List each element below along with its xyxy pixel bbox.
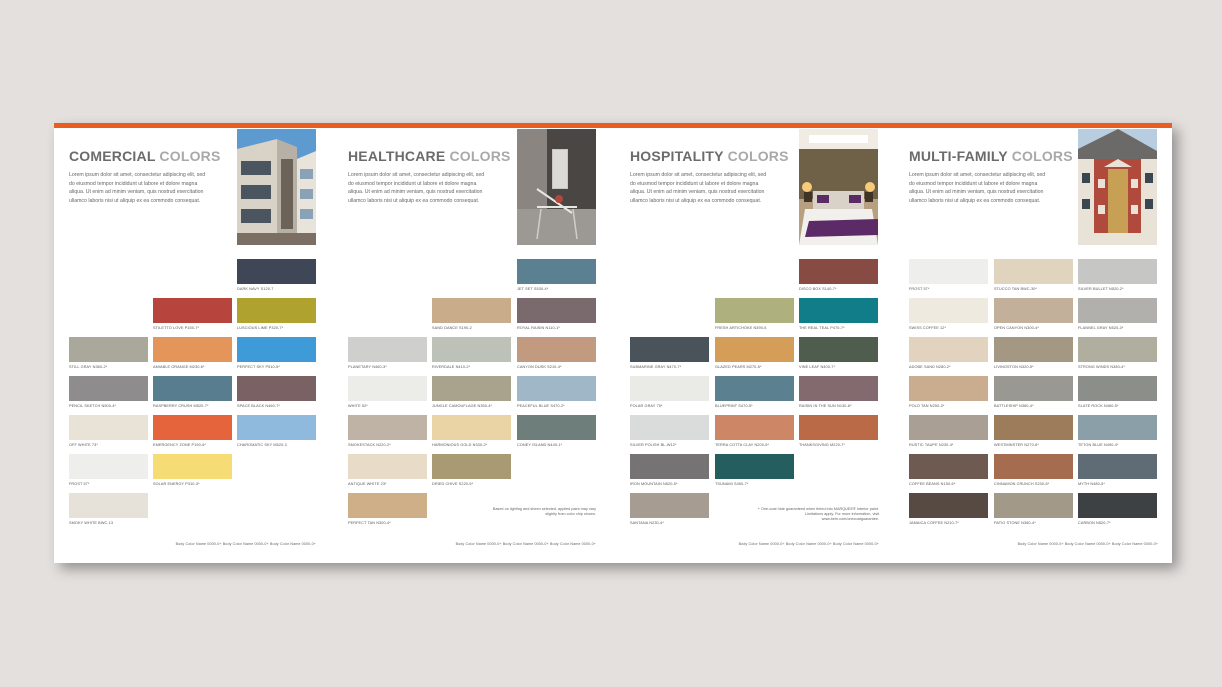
- color-swatch[interactable]: [69, 376, 148, 409]
- color-swatch[interactable]: [1078, 454, 1157, 487]
- swatch-label: ADOBE SAND N280-2*: [909, 365, 951, 369]
- swatch-chip: [517, 337, 596, 362]
- swatch-chip: [715, 376, 794, 401]
- swatch-label: ANTIQUE WHITE 23*: [348, 482, 387, 486]
- panel-title-accent: COLORS: [449, 148, 511, 164]
- swatch-label: SILVER BULLET N520-2*: [1078, 287, 1124, 291]
- swatch-chip: [909, 259, 988, 284]
- color-swatch[interactable]: [909, 376, 988, 409]
- panel-title: [69, 148, 221, 164]
- swatch-label: CONEY ISLAND N440-1*: [517, 443, 563, 447]
- swatch-chip: [517, 415, 596, 440]
- swatch-label: JAMAICA COFFEE N210-7*: [909, 521, 959, 525]
- color-swatch[interactable]: [237, 376, 316, 409]
- swatch-label: POLO TAN N250-3*: [909, 404, 945, 408]
- color-swatch[interactable]: [153, 415, 232, 448]
- color-swatch[interactable]: [348, 415, 427, 448]
- swatch-chip: [630, 454, 709, 479]
- swatch-chip: [153, 337, 232, 362]
- swatch-label: GLAZED PEARS M270-6*: [715, 365, 762, 369]
- swatch-label: TSUNAMI S450-7*: [715, 482, 749, 486]
- swatch-chip: [1078, 376, 1157, 401]
- swatch-label: HARMONIOUS GOLD N330-2*: [432, 443, 488, 447]
- swatch-chip: [153, 415, 232, 440]
- color-swatch[interactable]: [909, 415, 988, 448]
- swatch-chip: [237, 259, 316, 284]
- swatch-chip: [237, 298, 316, 323]
- panel-title-main: HOSPITALITY: [630, 148, 724, 164]
- color-swatch[interactable]: [432, 415, 511, 448]
- swatch-chip: [909, 493, 988, 518]
- brochure: [54, 123, 1172, 563]
- color-swatch[interactable]: [630, 493, 709, 526]
- color-swatch[interactable]: [909, 298, 988, 331]
- color-swatch[interactable]: [1078, 415, 1157, 448]
- panel-description: Lorem ipsum dolor sit amet, consectetur adipiscing elit, sed do eiusmod tempor incididunt ut labore et dolore magna aliqua. Ut enim ad minim veniam, quis nostrud exercitation ullamco laboris nisi ut aliquip ex ea commodo consequat.: [909, 172, 1046, 205]
- swatch-chip: [348, 454, 427, 479]
- swatch-label: FROST 57*: [69, 482, 90, 486]
- color-swatch[interactable]: [517, 337, 596, 370]
- swatch-label: CARBON N520-7*: [1078, 521, 1111, 525]
- color-swatch[interactable]: [799, 337, 878, 370]
- swatch-chip: [69, 454, 148, 479]
- swatch-chip: [432, 415, 511, 440]
- color-swatch[interactable]: [630, 454, 709, 487]
- swatch-chip: [237, 376, 316, 401]
- swatch-label: RASPBERRY CRUSH M520-7*: [153, 404, 209, 408]
- color-swatch[interactable]: [994, 259, 1073, 292]
- swatch-label: POLAR GRAY 75*: [630, 404, 663, 408]
- color-swatch[interactable]: [994, 493, 1073, 526]
- swatch-label: SPACE BLACK N460-7*: [237, 404, 280, 408]
- color-swatch[interactable]: [630, 337, 709, 370]
- swatch-label: SMOKY WHITE BWC-13: [69, 521, 114, 525]
- swatch-label: CHAROMATIC SKY M520-3: [237, 443, 287, 447]
- swatch-label: FROST 57*: [909, 287, 930, 291]
- color-swatch[interactable]: [69, 337, 148, 370]
- swatch-chip: [517, 298, 596, 323]
- color-swatch[interactable]: [630, 415, 709, 448]
- panel-note: + One-coat hide guaranteed when tinted into MARQUEE® Interior paint. Limitations apply. For more information, visit www.behr.com/onecoatguarantee.: [757, 507, 879, 521]
- swatch-chip: [348, 337, 427, 362]
- swatch-chip: [69, 337, 148, 362]
- color-swatch[interactable]: [237, 259, 316, 292]
- swatch-chip: [909, 337, 988, 362]
- color-swatch[interactable]: [715, 376, 794, 409]
- swatch-label: TETON BLUE N490-4*: [1078, 443, 1119, 447]
- swatch-label: PERFECT SKY P510-5*: [237, 365, 280, 369]
- swatch-label: RIVERDALE N410-2*: [432, 365, 471, 369]
- panel-title: [348, 148, 511, 164]
- color-swatch[interactable]: [994, 415, 1073, 448]
- swatch-label: DISCO BOX S140-7*: [799, 287, 837, 291]
- panel-title-main: COMERCIAL: [69, 148, 156, 164]
- swatch-label: CINNAMON CRUNCH S230-6*: [994, 482, 1050, 486]
- swatch-chip: [348, 415, 427, 440]
- swatch-chip: [432, 376, 511, 401]
- swatch-chip: [237, 415, 316, 440]
- color-swatch[interactable]: [799, 298, 878, 331]
- panel-title-accent: COLORS: [727, 148, 789, 164]
- swatch-chip: [799, 259, 878, 284]
- swatch-label: FLANNEL GRAY N520-3*: [1078, 326, 1124, 330]
- swatch-label: DRIED CHIVE S220-5*: [432, 482, 474, 486]
- swatch-chip: [69, 493, 148, 518]
- color-swatch[interactable]: [799, 415, 878, 448]
- swatch-label: TERRA COTTA CLAY N200-5*: [715, 443, 770, 447]
- color-swatch[interactable]: [909, 454, 988, 487]
- panel-description: Lorem ipsum dolor sit amet, consectetur adipiscing elit, sed do eiusmod tempor incididunt ut labore et dolore magna aliqua. Ut enim ad minim veniam, quis nostrud exercitation ullamco laboris nisi ut aliquip ex ea commodo consequat.: [69, 172, 206, 205]
- swatch-chip: [630, 493, 709, 518]
- swatch-label: LIVINGSTON N320-5*: [994, 365, 1034, 369]
- color-swatch[interactable]: [153, 337, 232, 370]
- swatch-chip: [1078, 298, 1157, 323]
- hotel-bedroom-icon: [799, 129, 878, 245]
- color-swatch[interactable]: [348, 493, 427, 526]
- swatch-chip: [517, 259, 596, 284]
- color-swatch[interactable]: [630, 376, 709, 409]
- swatch-chip: [348, 493, 427, 518]
- swatch-label: SLATE ROCK N460-5*: [1078, 404, 1119, 408]
- swatch-label: SAND DANCE S190-2: [432, 326, 472, 330]
- color-swatch[interactable]: [994, 337, 1073, 370]
- swatch-chip: [630, 376, 709, 401]
- panel-title: [909, 148, 1073, 164]
- swatch-chip: [630, 415, 709, 440]
- swatch-chip: [517, 376, 596, 401]
- swatch-label: PEACEFUL BLUE S470-2*: [517, 404, 565, 408]
- swatch-chip: [909, 415, 988, 440]
- swatch-label: WHITE 52*: [348, 404, 368, 408]
- panel-title: [630, 148, 789, 164]
- swatch-label: ROYAL RAISIN N110-1*: [517, 326, 560, 330]
- swatch-chip: [432, 337, 511, 362]
- color-swatch[interactable]: [715, 337, 794, 370]
- color-swatch[interactable]: [909, 493, 988, 526]
- swatch-label: RAISIN IN THE SUN N130-6*: [799, 404, 852, 408]
- panel-multi-family: [894, 128, 1173, 563]
- color-swatch[interactable]: [432, 376, 511, 409]
- panel-footer: Body Color Name 0000-0+ Body Color Name 0000-0+ Body Color Name 0000-0+: [738, 542, 879, 546]
- swatch-chip: [630, 337, 709, 362]
- swatch-chip: [715, 298, 794, 323]
- swatch-label: PERFECT TAN N300-4*: [348, 521, 391, 525]
- swatch-chip: [715, 337, 794, 362]
- swatch-chip: [799, 298, 878, 323]
- panel-description: Lorem ipsum dolor sit amet, consectetur adipiscing elit, sed do eiusmod tempor incididunt ut labore et dolore magna aliqua. Ut enim ad minim veniam, quis nostrud exercitation ullamco laboris nisi ut aliquip ex ea commodo consequat.: [348, 172, 485, 205]
- panel-healthcare: [333, 128, 612, 563]
- swatch-chip: [994, 259, 1073, 284]
- swatch-label: SUBMARINE GRAY N470-7*: [630, 365, 682, 369]
- swatch-label: EMERGENCY ZONE P190-6*: [153, 443, 206, 447]
- color-swatch[interactable]: [348, 376, 427, 409]
- swatch-chip: [432, 298, 511, 323]
- swatch-label: AMIABLE ORANGE M230-6*: [153, 365, 205, 369]
- color-swatch[interactable]: [715, 415, 794, 448]
- swatch-chip: [715, 415, 794, 440]
- swatch-chip: [153, 298, 232, 323]
- panel-note: Based on lighting and sheen selected, applied paint may vary slightly from color chip shown.: [492, 507, 596, 516]
- swatch-chip: [799, 415, 878, 440]
- swatch-label: SWISS COFFEE 12*: [909, 326, 947, 330]
- panel-title-accent: COLORS: [159, 148, 221, 164]
- swatch-label: MYTH N480-5*: [1078, 482, 1105, 486]
- swatch-label: RUSTIC TAUPE N230-4*: [909, 443, 954, 447]
- color-swatch[interactable]: [799, 376, 878, 409]
- panel-footer: Body Color Name 0000-0+ Body Color Name 0000-0+ Body Color Name 0000-0+: [1017, 542, 1158, 546]
- color-swatch[interactable]: [153, 454, 232, 487]
- swatch-label: FRESH ARTICHOKE N390-5: [715, 326, 767, 330]
- swatch-chip: [715, 454, 794, 479]
- color-swatch[interactable]: [237, 415, 316, 448]
- color-swatch[interactable]: [348, 454, 427, 487]
- color-swatch[interactable]: [715, 298, 794, 331]
- swatch-chip: [237, 337, 316, 362]
- color-swatch[interactable]: [799, 259, 878, 292]
- color-swatch[interactable]: [715, 454, 794, 487]
- panel-description: Lorem ipsum dolor sit amet, consectetur adipiscing elit, sed do eiusmod tempor incididunt ut labore et dolore magna aliqua. Ut enim ad minim veniam, quis nostrud exercitation ullamco laboris nisi ut aliquip ex ea commodo consequat.: [630, 172, 767, 205]
- color-swatch[interactable]: [994, 376, 1073, 409]
- color-swatch[interactable]: [237, 337, 316, 370]
- color-swatch[interactable]: [517, 259, 596, 292]
- swatch-label: STILETTO LOVE P150-7*: [153, 326, 200, 330]
- color-swatch[interactable]: [432, 298, 511, 331]
- swatch-label: DARK NAVY S120-7: [237, 287, 274, 291]
- swatch-chip: [1078, 454, 1157, 479]
- panel-footer: Body Color Name 0000-0+ Body Color Name 0000-0+ Body Color Name 0000-0+: [455, 542, 596, 546]
- swatch-chip: [994, 376, 1073, 401]
- swatch-chip: [799, 337, 878, 362]
- color-swatch[interactable]: [1078, 337, 1157, 370]
- panel-title-main: MULTI-FAMILY: [909, 148, 1008, 164]
- swatch-chip: [1078, 493, 1157, 518]
- swatch-chip: [69, 376, 148, 401]
- swatch-chip: [909, 298, 988, 323]
- swatch-label: BATTLESHIP N360-4*: [994, 404, 1034, 408]
- panel-title-main: HEALTHCARE: [348, 148, 446, 164]
- swatch-chip: [994, 493, 1073, 518]
- swatch-chip: [1078, 337, 1157, 362]
- swatch-chip: [799, 376, 878, 401]
- swatch-label: SOLAR ENERGY P310-3*: [153, 482, 200, 486]
- hospital-room-icon: [517, 129, 596, 245]
- swatch-label: STRONG WINDS N380-4*: [1078, 365, 1125, 369]
- modern-building-icon: [237, 129, 316, 245]
- swatch-label: PENCIL SKETCH N500-4*: [69, 404, 117, 408]
- swatch-chip: [994, 454, 1073, 479]
- swatch-chip: [1078, 259, 1157, 284]
- townhouse-icon: [1078, 129, 1157, 245]
- swatch-label: PATIO STONE N360-4*: [994, 521, 1036, 525]
- swatch-label: CANYON DUSK S210-4*: [517, 365, 562, 369]
- color-swatch[interactable]: [432, 454, 511, 487]
- color-swatch[interactable]: [237, 298, 316, 331]
- swatch-chip: [909, 376, 988, 401]
- swatch-chip: [994, 337, 1073, 362]
- swatch-label: BLUEPRINT S470-5*: [715, 404, 753, 408]
- swatch-chip: [153, 376, 232, 401]
- swatch-label: VINE LEAF N400-7*: [799, 365, 836, 369]
- panel-comercial: [54, 128, 333, 563]
- swatch-label: LUSCIOUS LIME P320-7*: [237, 326, 284, 330]
- color-swatch[interactable]: [1078, 298, 1157, 331]
- swatch-label: OFF WHITE 73*: [69, 443, 98, 447]
- color-swatch[interactable]: [1078, 493, 1157, 526]
- swatch-label: SILVER POLISH BL-W12*: [630, 443, 677, 447]
- swatch-label: THANKSGIVING M220-7*: [799, 443, 846, 447]
- color-swatch[interactable]: [153, 376, 232, 409]
- swatch-label: WESTMINSTER N270-6*: [994, 443, 1039, 447]
- color-swatch[interactable]: [909, 337, 988, 370]
- panel-hospitality: [615, 128, 894, 563]
- swatch-label: PLANETARY N460-3*: [348, 365, 387, 369]
- swatch-label: THE REAL TEAL P470-7*: [799, 326, 845, 330]
- swatch-chip: [909, 454, 988, 479]
- color-swatch[interactable]: [517, 376, 596, 409]
- color-swatch[interactable]: [1078, 376, 1157, 409]
- swatch-chip: [432, 454, 511, 479]
- color-swatch[interactable]: [517, 415, 596, 448]
- swatch-chip: [153, 454, 232, 479]
- color-swatch[interactable]: [1078, 259, 1157, 292]
- swatch-label: COFFEE BEANS N150-6*: [909, 482, 956, 486]
- color-swatch[interactable]: [994, 454, 1073, 487]
- color-swatch[interactable]: [69, 493, 148, 526]
- swatch-label: JUNGLE CAMOUFLAGE N350-4*: [432, 404, 493, 408]
- color-swatch[interactable]: [994, 298, 1073, 331]
- swatch-chip: [994, 415, 1073, 440]
- swatch-label: STUCCO TAN BWC-30*: [994, 287, 1038, 291]
- panel-footer: Body Color Name 0000-0+ Body Color Name 0000-0+ Body Color Name 0000-0+: [175, 542, 316, 546]
- color-swatch[interactable]: [153, 298, 232, 331]
- panel-title-accent: COLORS: [1011, 148, 1073, 164]
- swatch-label: OPEN CANYON N300-4*: [994, 326, 1039, 330]
- color-swatch[interactable]: [909, 259, 988, 292]
- swatch-chip: [69, 415, 148, 440]
- swatch-label: IRON MOUNTAIN N520-5*: [630, 482, 678, 486]
- color-swatch[interactable]: [69, 415, 148, 448]
- swatch-label: JET SET S530-4*: [517, 287, 549, 291]
- swatch-chip: [348, 376, 427, 401]
- color-swatch[interactable]: [517, 298, 596, 331]
- swatch-chip: [994, 298, 1073, 323]
- swatch-chip: [1078, 415, 1157, 440]
- swatch-label: SANTANA N230-4*: [630, 521, 664, 525]
- swatch-label: SMOKESTACK N220-2*: [348, 443, 391, 447]
- color-swatch[interactable]: [432, 337, 511, 370]
- swatch-label: STILL GRAY N360-2*: [69, 365, 108, 369]
- color-swatch[interactable]: [69, 454, 148, 487]
- color-swatch[interactable]: [348, 337, 427, 370]
